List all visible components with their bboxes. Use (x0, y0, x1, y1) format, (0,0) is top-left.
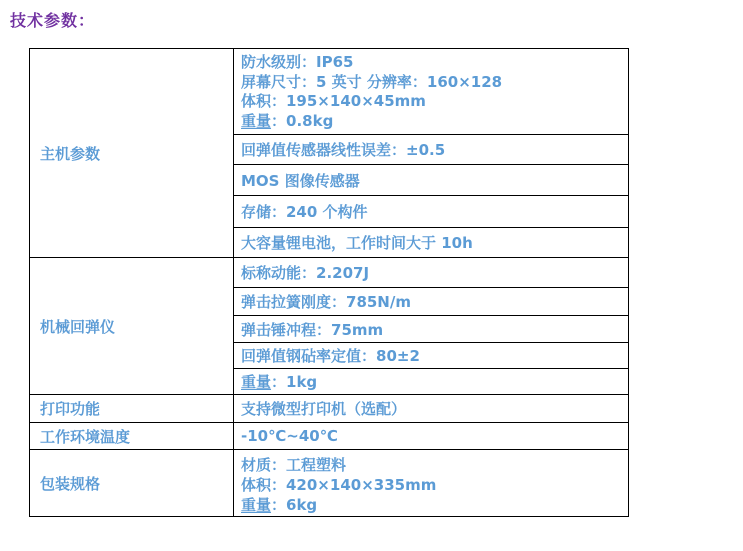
cell-anvil-rating (234, 343, 629, 369)
cell-spring-stiffness (234, 288, 629, 316)
cell-hammer-stroke (234, 316, 629, 343)
table-row (30, 395, 629, 423)
underlined-text: 重量 (241, 496, 272, 514)
cell-temperature (234, 423, 629, 450)
spec-line-text: 屏幕尺寸：5 英寸 分辨率：160×128 (241, 72, 503, 91)
spec-line (241, 112, 628, 132)
spec-table (29, 48, 629, 517)
spec-line-text: 弹击锤冲程：75mm (241, 320, 384, 339)
underlined-text: 重量 (241, 373, 272, 391)
cell-battery (234, 228, 629, 258)
cell-hammer-weight (234, 369, 629, 395)
spec-line (241, 495, 628, 515)
underlined-text: 重量 (241, 111, 272, 130)
spec-line-text: 支持微型打印机（选配） (241, 400, 407, 418)
spec-line-text: -10℃~40℃ (241, 427, 338, 445)
spec-line-text: 防水级别：IP65 (241, 53, 354, 71)
table-row (30, 423, 629, 450)
spec-line-text: 存储：240 个构件 (241, 203, 368, 221)
spec-line-text: 大容量锂电池，工作时间大于 10h (241, 234, 473, 252)
spec-line-text: ：1kg (271, 373, 318, 391)
row-header-package-spec: 包装规格 (30, 450, 234, 517)
spec-line (241, 53, 628, 73)
row-header-operating-temperature: 工作环境温度 (30, 423, 234, 450)
spec-line-text: 体积：420×140×335mm (241, 476, 437, 494)
spec-line-text: ：6kg (271, 496, 318, 514)
cell-storage (234, 196, 629, 228)
table-row (30, 49, 629, 135)
spec-line-text: 材质：工程塑料 (241, 456, 347, 474)
spec-line-text: MOS 图像传感器 (241, 171, 360, 190)
cell-sensor-error (234, 135, 629, 165)
row-header-host-params: 主机参数 (30, 49, 234, 258)
spec-line (241, 455, 628, 475)
spec-line-text: 标称动能：2.207J (241, 264, 370, 282)
spec-line-text: 体积：195×140×45mm (241, 92, 426, 110)
cell-printer (234, 395, 629, 423)
cell-kinetic-energy (234, 258, 629, 288)
table-row (30, 450, 629, 517)
spec-line (241, 73, 628, 93)
row-header-print-function: 打印功能 (30, 395, 234, 423)
cell-package (234, 450, 629, 517)
spec-line (241, 92, 628, 112)
spec-line-text: 回弹值钢砧率定值：80±2 (241, 347, 420, 365)
page-title: 技术参数： (10, 11, 96, 30)
row-header-mechanical-hammer: 机械回弹仪 (30, 258, 234, 395)
spec-line-text: 弹击拉簧刚度：785N/m (241, 293, 411, 311)
cell-host-main (234, 49, 629, 135)
spec-line-text: ：0.8kg (271, 111, 334, 130)
spec-line-text: 回弹值传感器线性误差：±0.5 (241, 141, 446, 159)
spec-line (241, 475, 628, 495)
cell-image-sensor (234, 165, 629, 196)
table-row (30, 258, 629, 288)
